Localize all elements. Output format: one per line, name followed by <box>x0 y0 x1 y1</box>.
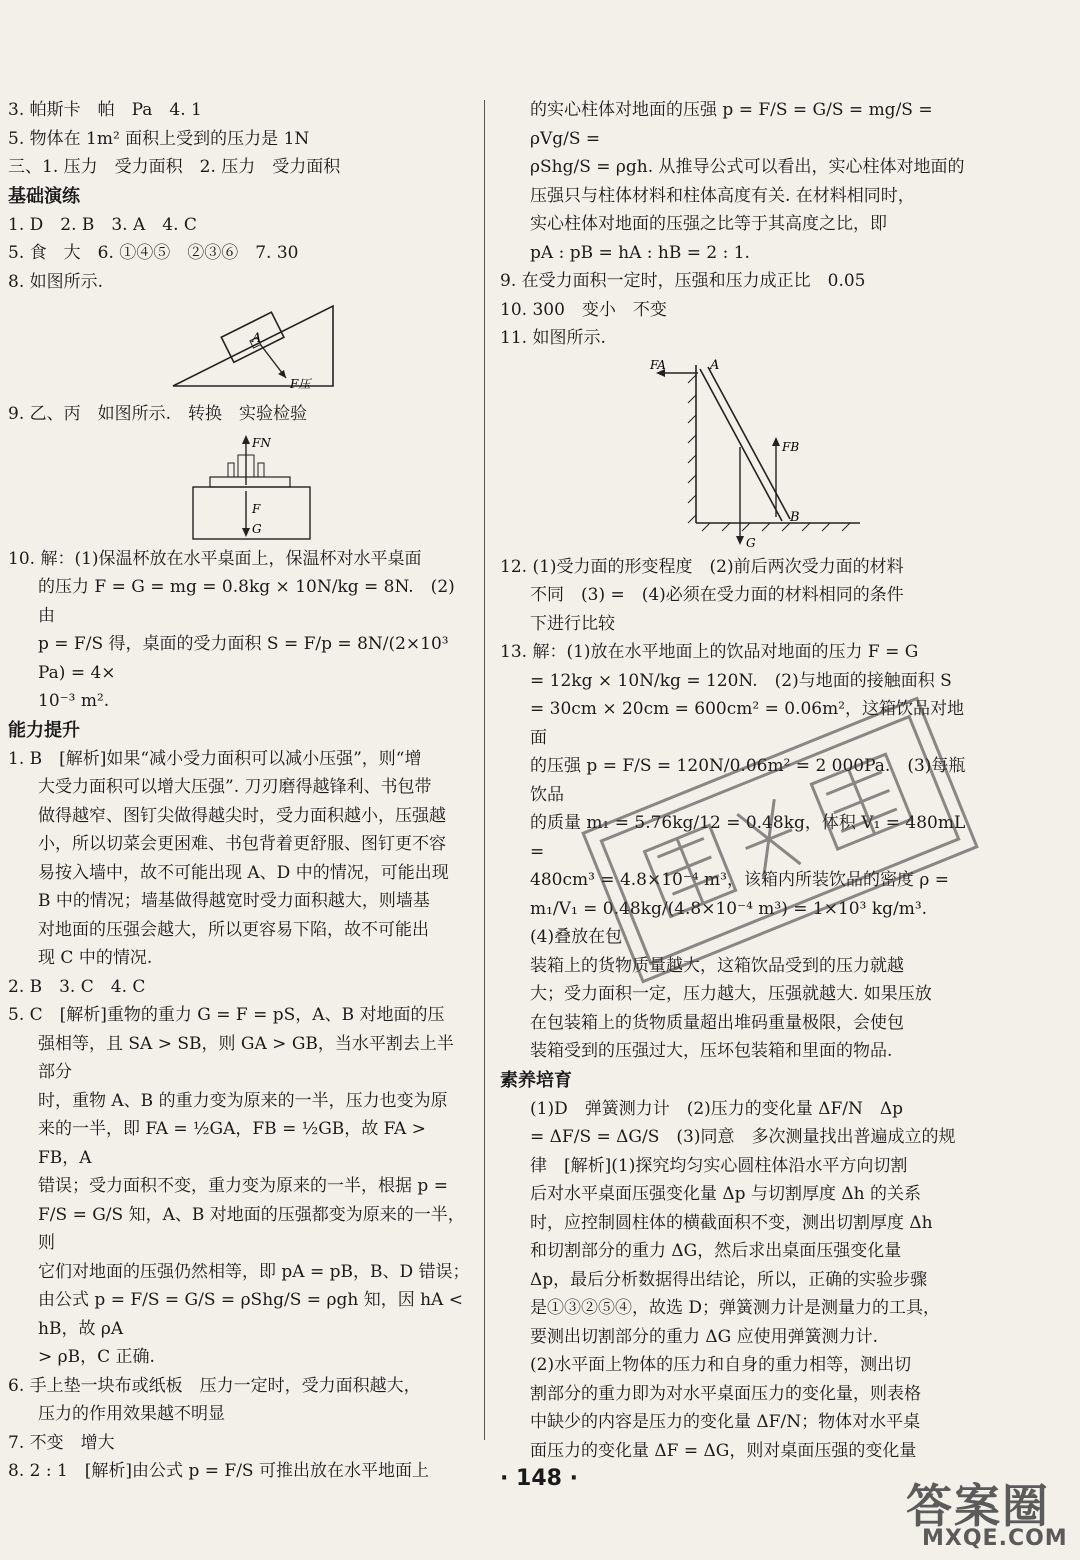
column-divider <box>484 100 485 1440</box>
text-line: 由公式 p = F/S = G/S = ρShg/S = ρgh 知，因 hA < hB，故 ρA <box>38 1290 463 1339</box>
text-line: 9. 在受力面积一定时，压强和压力成正比 0.05 <box>500 271 866 291</box>
text-line: 在包装箱上的货物质量超出堆码重量极限，会使包 <box>530 1012 904 1033</box>
text-line: 的压强 p = F/S = 120N/0.06m² = 2 000Pa. (3)每瓶饮品 <box>530 756 966 805</box>
text-line: 480cm³ = 4.8×10⁻⁴ m³，该箱内所装饮品的密度 ρ = <box>530 870 950 890</box>
text-line: 不同 (3) = (4)必须在受力面的材料相同的条件 <box>530 585 904 605</box>
text-line: 5. C [解析]重物的重力 G = F = pS，A、B 对地面的压 <box>8 1005 445 1025</box>
text-line: pA : pB = hA : hB = 2 : 1. <box>530 242 750 263</box>
text-line: ρShg/S = ρgh. 从推导公式可以看出，实心柱体对地面的 <box>530 157 965 177</box>
text-line: 12. (1)受力面的形变程度 (2)前后两次受力面的材料 <box>500 556 904 577</box>
section-heading-ability: 能力提升 <box>8 719 80 741</box>
text-line: 压力的作用效果越不明显 <box>38 1404 225 1424</box>
text-line: 割部分的重力即为对水平桌面压力的变化量，则表格 <box>530 1383 921 1404</box>
text-line: 下进行比较 <box>530 613 615 634</box>
text-line: 13. 解：(1)放在水平地面上的饮品对地面的压力 F = G <box>500 642 919 662</box>
text-line: 时，应控制圆柱体的横截面积不变，测出切割厚度 Δh <box>530 1212 933 1233</box>
ladder-diagram <box>500 355 966 551</box>
text-line: 5. 物体在 1m² 面积上受到的压力是 1N <box>8 128 310 149</box>
text-line: 10. 解：(1)保温杯放在水平桌面上，保温杯对水平桌面 <box>8 548 422 569</box>
text-line: > ρB，C 正确. <box>38 1347 155 1367</box>
text-line: 后对水平桌面压强变化量 Δp 与切割厚度 Δh 的关系 <box>530 1184 921 1204</box>
text-line: 装箱受到的压强过大，压坏包装箱和里面的物品. <box>530 1041 893 1061</box>
text-line: (1)D 弹簧测力计 (2)压力的变化量 ΔF/N Δp <box>530 1098 904 1119</box>
text-line: 小，所以切菜会更困难、书包背着更舒服、图钉更不容 <box>38 834 446 854</box>
text-line: = 12kg × 10N/kg = 120N. (2)与地面的接触面积 S <box>530 670 952 691</box>
text-line: 2. B 3. C 4. C <box>8 976 146 997</box>
text-line: 1. D 2. B 3. A 4. C <box>8 214 197 235</box>
force-diagram <box>8 431 470 543</box>
text-line: 时，重物 A、B 的重力变为原来的一半，压力也变为原 <box>38 1090 448 1111</box>
text-line: 律 [解析](1)探究均匀实心圆柱体沿水平方向切割 <box>530 1155 908 1176</box>
incline-diagram <box>8 298 470 398</box>
fig3-label-fa: FA <box>650 357 666 372</box>
text-line: 强相等，且 SA > SB，则 GA > GB，当水平割去上半部分 <box>38 1033 454 1082</box>
text-line: 9. 乙、丙 如图所示. 转换 实验检验 <box>8 404 308 424</box>
section-heading-basic: 基础演练 <box>8 185 80 207</box>
text-line: 面压力的变化量 ΔF = ΔG，则对桌面压强的变化量 <box>530 1440 917 1461</box>
text-line: 大；受力面积一定，压力越大，压强就越大. 如果压放 <box>530 984 932 1004</box>
text-line: 装箱上的货物质量越大，这箱饮品受到的压力就越 <box>530 955 904 976</box>
text-line: 中缺少的内容是压力的变化量 ΔF/N；物体对水平桌 <box>530 1412 921 1432</box>
site-logo <box>900 1470 1076 1556</box>
text-line: 5. 食 大 6. ①④⑤ ②③⑥ 7. 30 <box>8 243 299 263</box>
text-line: 和切割部分的重力 ΔG，然后求出桌面压强变化量 <box>530 1241 902 1261</box>
fig3-label-a: A <box>710 357 720 373</box>
fig3-label-fb: FB <box>782 439 800 454</box>
text-line: 11. 如图所示. <box>500 328 606 348</box>
text-line: F/S = G/S 知，A、B 对地面的压强都变为原来的一半，则 <box>38 1204 465 1253</box>
right-column <box>500 96 966 1465</box>
text-line: 来的一半，即 FA = ½GA，FB = ½GB，故 FA > FB，A <box>38 1119 426 1168</box>
text-line: 10. 300 变小 不变 <box>500 299 667 320</box>
text-line: 1. B [解析]如果“减小受力面积可以减小压强”，则“增 <box>8 748 422 769</box>
fig1-label-a: A <box>252 331 262 346</box>
page-number: · 148 · <box>500 1466 578 1491</box>
text-line: p = F/S 得，桌面的受力面积 S = F/p = 8N/(2×10³ Pa) = 4× <box>38 634 449 683</box>
text-line: m₁/V₁ = 0.48kg/(4.8×10⁻⁴ m³) = 1×10³ kg/m³. (4)叠放在包 <box>530 898 945 947</box>
text-line: 做得越窄、图钉尖做得越尖时，受力面积越小，压强越 <box>38 805 446 826</box>
text-line: (2)水平面上物体的压力和自身的重力相等，测出切 <box>530 1355 912 1375</box>
text-line: 压强只与柱体材料和柱体高度有关. 在材料相同时， <box>530 185 915 206</box>
left-column <box>8 96 470 1486</box>
fig2-label-f: F <box>252 501 261 516</box>
text-line: 错误；受力面积不变，重力变为原来的一半，根据 p = <box>38 1176 448 1196</box>
text-line: 要测出切割部分的重力 ΔG 应使用弹簧测力计. <box>530 1326 879 1347</box>
fig3-label-b: B <box>790 509 800 525</box>
logo-text-en: MXQE.COM <box>922 1526 1068 1551</box>
text-line: 实心柱体对地面的压强之比等于其高度之比，即 <box>530 214 887 234</box>
text-line: 现 C 中的情况. <box>38 948 153 968</box>
text-line: 它们对地面的压强仍然相等，即 pA = pB，B、D 错误； <box>38 1261 470 1282</box>
fig1-label-f: F压 <box>290 377 311 391</box>
section-heading-suyang: 素养培育 <box>500 1069 572 1091</box>
text-line: 三、1. 压力 受力面积 2. 压力 受力面积 <box>8 157 341 177</box>
text-line: 10⁻³ m². <box>38 691 110 711</box>
logo-text-cn: 答案圈 <box>906 1479 1050 1533</box>
text-line: = 30cm × 20cm = 600cm² = 0.06m²，这箱饮品对地面 <box>530 699 965 748</box>
text-line: B 中的情况；墙基做得越宽时受力面积越大，则墙基 <box>38 891 430 911</box>
text-line: 3. 帕斯卡 帕 Pa 4. 1 <box>8 100 202 120</box>
text-line: 8. 如图所示. <box>8 271 104 292</box>
text-line: 7. 不变 增大 <box>8 1432 115 1453</box>
text-line: 是①③②⑤④，故选 D；弹簧测力计是测量力的工具， <box>530 1298 941 1318</box>
text-line: 的实心柱体对地面的压强 p = F/S = G/S = mg/S = ρVg/S = <box>530 100 933 149</box>
text-line: 大受力面积可以增大压强”. 刀刃磨得越锋利、书包带 <box>38 777 432 797</box>
text-line: 易按入墙中，故不可能出现 A、D 中的情况，可能出现 <box>38 862 449 883</box>
text-line: 对地面的压强会越大，所以更容易下陷，故不可能出 <box>38 919 429 940</box>
fig3-label-g: G <box>746 535 756 550</box>
text-line: 6. 手上垫一块布或纸板 压力一定时，受力面积越大， <box>8 1375 421 1396</box>
fig2-label-fn: FN <box>252 435 271 450</box>
text-line: Δp，最后分析数据得出结论，所以，正确的实验步骤 <box>530 1269 928 1290</box>
text-line: 的压力 F = G = mg = 0.8kg × 10N/kg = 8N. (2)由 <box>38 577 455 626</box>
text-line: 8. 2 : 1 [解析]由公式 p = F/S 可推出放在水平地面上 <box>8 1461 429 1481</box>
fig2-label-g: G <box>252 521 262 536</box>
text-line: = ΔF/S = ΔG/S (3)同意 多次测量找出普遍成立的规 <box>530 1127 956 1147</box>
text-line: 的质量 m₁ = 5.76kg/12 = 0.48kg，体积 V₁ = 480mL = <box>530 813 966 862</box>
